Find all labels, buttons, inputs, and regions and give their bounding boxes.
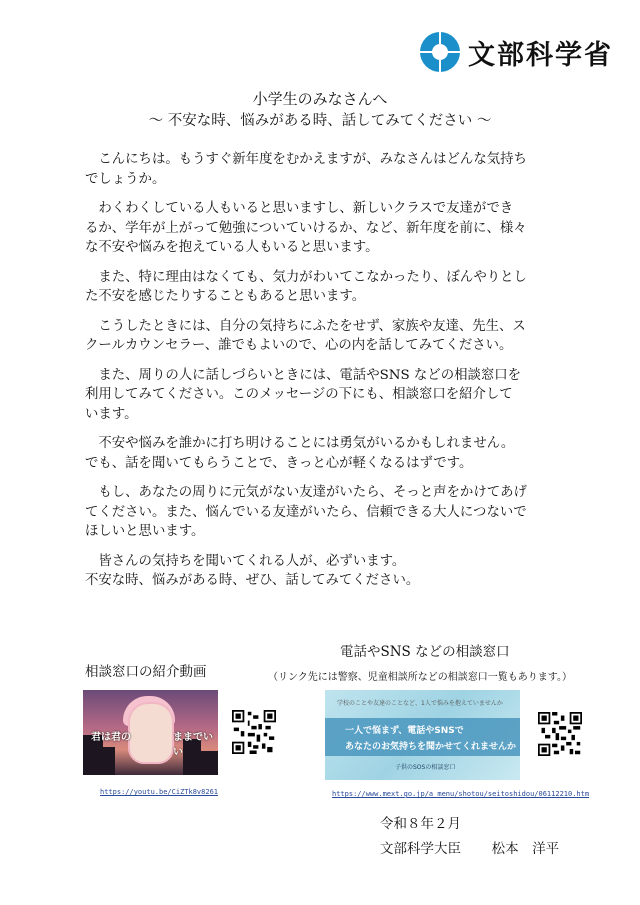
mext-emblem-icon — [418, 30, 462, 74]
paragraph-line: でしょうか。 — [85, 171, 166, 187]
consult-banner-line2: あなたのお気持ちを聞かせてくれませんか — [345, 742, 517, 752]
paragraph-line: クールカウンセラー、誰でもよいので、心の内を話してみてください。 — [85, 338, 513, 353]
paragraph-line: な不安や悩みを抱えている人もいると思います。 — [85, 240, 379, 255]
video-label: 相談窓口の紹介動画 — [85, 664, 207, 680]
paragraph-line: 利用してみてください。このメッセージの下にも、相談窓口を紹介して — [85, 387, 513, 402]
page-subtitle: ～ 不安な時、悩みがある時、話してみてください ～ — [148, 113, 492, 129]
letter-body — [85, 150, 585, 601]
consult-url-link[interactable]: https://www.mext.go.jp/a_menu/shotou/seitoshidou/06112210.htm — [332, 790, 590, 798]
paragraph-line: います。 — [85, 406, 138, 422]
paragraph-line: わくわくしている人もいると思いますし、新しいクラスで友達ができ — [98, 201, 514, 216]
video-thumbnail[interactable] — [83, 690, 218, 775]
paragraph-line: てください。また、悩んでいる友達がいたら、信頼できる大人につないで — [85, 504, 527, 520]
paragraph-line: た不安を感じたりすることもあると思います。 — [85, 289, 366, 304]
consult-banner-top-text: 学校のことや友達のことなど、1人で悩みを抱えていませんか — [337, 700, 503, 707]
letter-paragraph — [85, 199, 585, 258]
letter-paragraph — [85, 483, 585, 542]
video-thumb-caption-left: 君は君の — [91, 732, 131, 743]
page-title: 小学生のみなさんへ — [252, 90, 388, 108]
letter-paragraph — [85, 552, 585, 591]
paragraph-line: こんにちは。もうすぐ新年度をむかえますが、みなさんはどんな気持ち — [98, 152, 527, 167]
minister-name: 松本 洋平 — [491, 841, 560, 857]
letter-paragraph — [85, 366, 585, 425]
letter-paragraph — [85, 268, 585, 307]
consult-label: 電話やSNS などの相談窓口 — [340, 644, 510, 660]
video-thumb-caption-right: ままでいい — [173, 732, 213, 758]
letter-paragraph — [85, 317, 585, 356]
logo-text: 文部科学省 — [468, 39, 613, 71]
issue-date: 令和８年２月 — [380, 816, 461, 832]
paragraph-line: また、特に理由はなくても、気力がわいてこなかったり、ぼんやりとし — [98, 269, 527, 285]
letter-paragraph — [85, 434, 585, 473]
paragraph-line: また、周りの人に話しづらいときには、電話やSNS などの相談窓口を — [98, 367, 522, 383]
video-qr-code-icon[interactable] — [232, 710, 276, 754]
paragraph-line: 皆さんの気持ちを聞いてくれる人が、必ずいます。 — [98, 553, 406, 569]
paragraph-line: ほしいと思います。 — [85, 524, 205, 539]
video-url-link[interactable]: https://youtu.be/CiZTk8v8261 — [100, 788, 219, 796]
signature — [380, 837, 559, 857]
paragraph-line: こうしたときには、自分の気持ちにふたをせず、家族や友達、先生、ス — [98, 318, 526, 334]
consult-banner-bottom-text: 子供のSOSの相談窓口 — [395, 764, 456, 771]
consult-banner-line1: 一人で悩まず、電話やSNSで — [345, 726, 464, 736]
consult-qr-code-icon[interactable] — [538, 712, 582, 756]
mext-logo — [418, 30, 613, 74]
consult-banner[interactable] — [325, 690, 520, 780]
letter-paragraph — [85, 150, 585, 189]
consult-note: （リンク先には警察、児童相談所などの相談窓口一覧もあります。） — [268, 672, 572, 683]
paragraph-line: 不安な時、悩みがある時、ぜひ、話してみてください。 — [85, 573, 420, 588]
paragraph-line: 不安や悩みを誰かに打ち明けることには勇気がいるかもしれません。 — [98, 436, 515, 451]
paragraph-line: るか、学年が上がって勉強についていけるか、など、新年度を前に、様々 — [85, 220, 527, 236]
paragraph-line: でも、話を聞いてもらうことで、きっと心が軽くなるはずです。 — [85, 455, 473, 471]
minister-title: 文部科学大臣 — [380, 841, 461, 857]
paragraph-line: もし、あなたの周りに元気がない友達がいたら、そっと声をかけてあげ — [98, 485, 527, 500]
